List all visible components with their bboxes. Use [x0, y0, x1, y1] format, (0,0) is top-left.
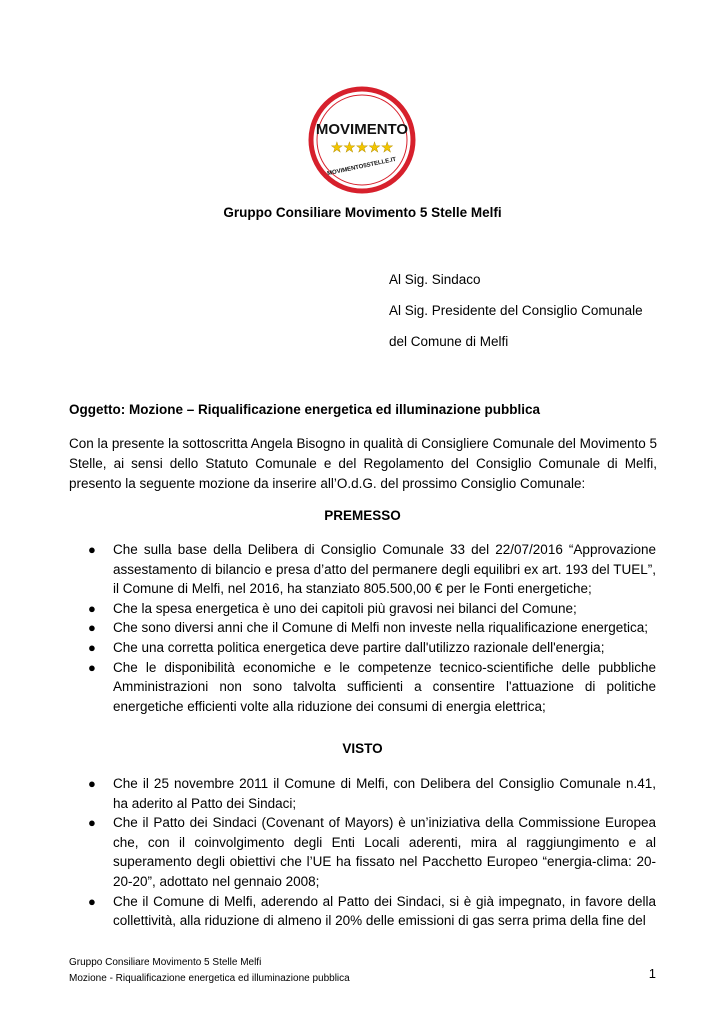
page-footer	[69, 955, 659, 987]
list-item	[86, 813, 656, 891]
bullet-icon: ●	[88, 600, 96, 616]
logo-url: MOVIMENTO5STELLE.IT	[326, 156, 397, 178]
group-title: Gruppo Consiliare Movimento 5 Stelle Melfi	[223, 205, 502, 220]
visto-heading: VISTO	[342, 741, 383, 756]
page-number: 1	[648, 966, 656, 981]
bullet-icon: ●	[88, 815, 96, 831]
footer-line: Gruppo Consiliare Movimento 5 Stelle Melfi	[69, 957, 262, 968]
logo-stars: ★★★★★	[330, 140, 394, 156]
list-item	[86, 774, 656, 813]
recipient-line: del Comune di Melfi	[389, 334, 509, 349]
list-item-text: Che la spesa energetica è uno dei capitoli più gravosi nei bilanci del Comune;	[113, 600, 577, 616]
list-item	[86, 892, 656, 931]
bullet-icon: ●	[88, 620, 96, 636]
list-item-text: Che il 25 novembre 2011 il Comune di Melfi, con Delibera del Consiglio Comunale n.41, ha aderito al Patto dei Sindaci;	[113, 776, 656, 811]
bullet-icon: ●	[88, 776, 96, 791]
subject-line: Oggetto: Mozione – Riqualificazione energetica ed illuminazione pubblica	[69, 402, 541, 417]
bullet-icon: ●	[88, 639, 96, 655]
recipients-block	[389, 272, 643, 365]
intro-paragraph: Con la presente la sottoscritta Angela Bisogno in qualità di Consigliere Comunale del Movimento 5 Stelle, ai sensi dello Statuto Comunale e del Regolamento del Consiglio Comunale di Melfi, presento la seguente mozione da inserire all’O.d.G. del prossimo Consiglio Comunale:	[69, 436, 657, 491]
logo-text: MOVIMENTO	[315, 121, 409, 138]
list-item	[86, 638, 656, 658]
list-item-text: Che il Patto dei Sindaci (Covenant of Mayors) è un’iniziativa della Commissione Europea che, con il coinvolgimento degli Enti Locali aderenti, mira al raggiungimento e al superamento degli obiettivi che l’UE ha fissato nel Pacchetto Europeo “energia-clima: 20-20-20”, adottato nel gennaio 2008;	[113, 815, 656, 889]
list-item	[86, 658, 656, 717]
bullet-icon: ●	[88, 659, 96, 675]
bullet-icon: ●	[88, 542, 96, 557]
recipient-line: Al Sig. Presidente del Consiglio Comunale	[389, 303, 643, 318]
bullet-icon: ●	[88, 893, 96, 909]
premesso-list	[86, 540, 656, 716]
premesso-heading: PREMESSO	[324, 508, 401, 523]
list-item-text: Che sulla base della Delibera di Consiglio Comunale 33 del 22/07/2016 “Approvazione assestamento di bilancio e presa d’atto del permanere degli equilibri ex art. 193 del TUEL”, il Comune di Melfi, nel 2016, ha stanziato 805.500,00 € per le Fonti energetiche;	[113, 542, 656, 597]
footer-line: Mozione - Riqualificazione energetica ed illuminazione pubblica	[69, 973, 350, 984]
list-item	[86, 599, 656, 619]
list-item	[86, 540, 656, 599]
list-item-text: Che una corretta politica energetica deve partire dall'utilizzo razionale dell'energia;	[113, 639, 605, 655]
list-item	[86, 618, 656, 638]
list-item-text: Che le disponibilità economiche e le competenze tecnico-scientifiche delle pubbliche Amministrazioni non sono talvolta sufficienti a consentire l'attuazione di politiche energetiche efficienti volte alla riduzione dei consumi di energia elettrica;	[113, 659, 656, 714]
visto-list	[86, 774, 656, 931]
movimento-5-stelle-logo	[308, 86, 416, 194]
recipient-line: Al Sig. Sindaco	[389, 272, 481, 287]
list-item-text: Che il Comune di Melfi, aderendo al Patto dei Sindaci, si è già impegnato, in favore della collettività, alla riduzione di almeno il 20% delle emissioni di gas serra prima della fine del	[113, 893, 656, 929]
list-item-text: Che sono diversi anni che il Comune di Melfi non investe nella riqualificazione energetica;	[113, 620, 649, 636]
